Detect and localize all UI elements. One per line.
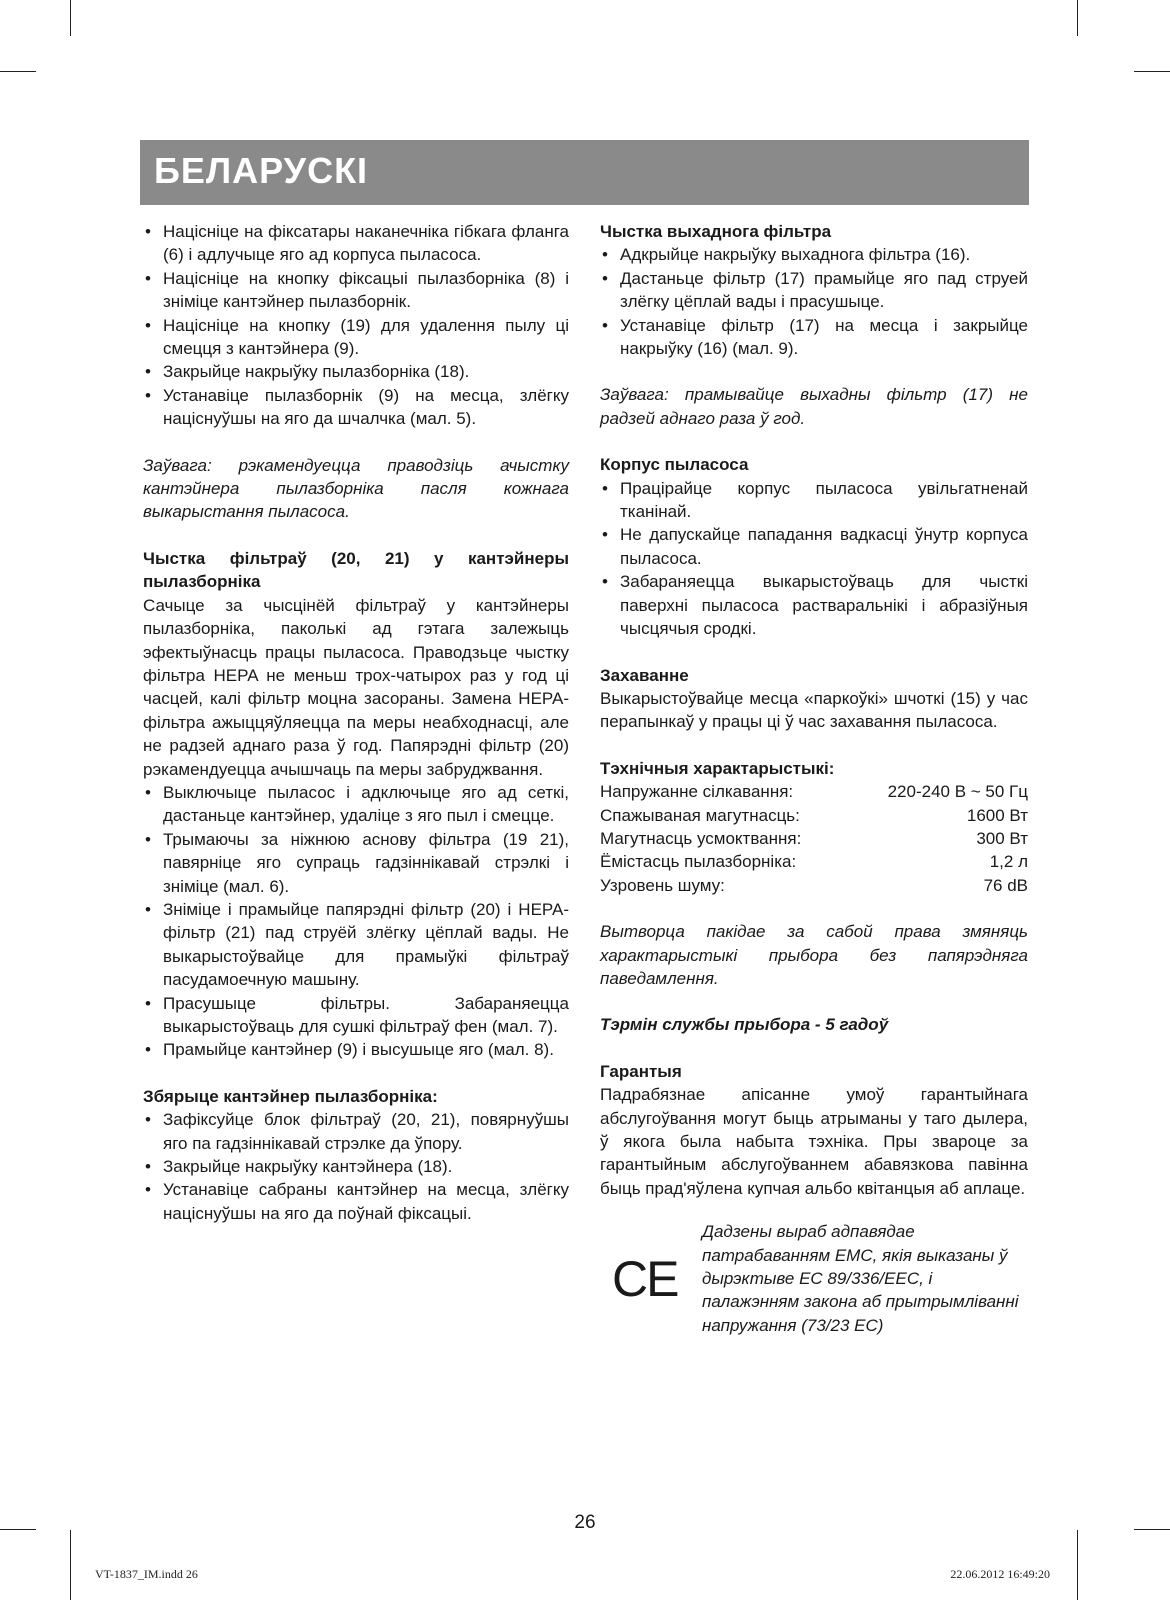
- list-item: • Устанавіце сабраны кантэйнер на месца, злёгку націснуўшы на яго да поўнай фіксацыі.: [143, 1178, 569, 1225]
- ce-mark-icon: CE: [612, 1250, 678, 1307]
- right-column: [600, 220, 1028, 1337]
- spec-label: Магутнасць усмоктвання:: [600, 828, 802, 848]
- outlet-filter-steps: [600, 243, 1028, 360]
- list-item: • Выключыце пыласос і адключыце яго ад сеткі, дастаньце кантэйнер, удаліце з яго пыл і смецце.: [143, 781, 569, 828]
- list-item: • Закрыйце накрыўку пылазборніка (18).: [143, 360, 569, 383]
- warranty-paragraph: Падрабязнае апісанне умоў гарантыйнага абслугоўвання могут быць атрыманы у таго дылера, ў якога была набыта тэхніка. Пры звароце за гарантыйным абслугоўваннем абавязкова павінна быць прад'яўлена купчая альбо квітанцыя аб аплаце.: [600, 1085, 1028, 1198]
- storage-heading: Захаванне: [600, 665, 689, 685]
- crop-mark: [1077, 0, 1078, 36]
- spec-value: 76 dB: [983, 875, 1028, 895]
- spec-value: 300 Вт: [976, 828, 1028, 848]
- spec-value: 220-240 В ~ 50 Гц: [887, 782, 1028, 802]
- list-item: • Зафіксуйце блок фільтраў (20, 21), повярнуўшы яго па гадзіннікавай стрэлке да ўпору.: [143, 1108, 569, 1155]
- spec-label: Напружанне сілкавання:: [600, 782, 794, 802]
- specs-heading: Тэхнічныя характарыстыкі:: [600, 758, 835, 778]
- list-item: • Дастаньце фільтр (17) прамыйце яго пад струей злёгку цёплай вады і прасушыце.: [600, 267, 1028, 314]
- list-item: • Націсніце на фіксатары наканечніка гібкага фланга (6) і адлучыце яго ад корпуса пыласоса.: [143, 220, 569, 267]
- page-number: 26: [574, 1512, 596, 1533]
- crop-mark: [0, 71, 36, 72]
- list-item: • Прамыйце кантэйнер (9) і высушыце яго (мал. 8).: [143, 1038, 569, 1061]
- ce-statement: Дадзены выраб адпавядае патрабаванням ЕМС, якія выказаны ў дырэктыве ЕС 89/336/ЕЕС, і палажэнням закона аб прытрымліванні напружання (73/23 ЕС): [702, 1222, 1019, 1335]
- footer-datetime: 22.06.2012 16:49:20: [950, 1567, 1050, 1581]
- crop-mark: [1134, 71, 1170, 72]
- page-title: БЕЛАРУСКІ: [154, 150, 369, 191]
- crop-mark: [70, 1530, 71, 1600]
- table-row: [600, 850, 1028, 873]
- body-care-steps: [600, 477, 1028, 641]
- crop-mark: [1077, 1530, 1078, 1600]
- filters-heading: Чыстка фільтраў (20, 21) у кантэйнеры пылазборніка: [143, 548, 569, 592]
- storage-paragraph: Выкарыстоўвайце месца «паркоўкі» шчоткі (15) у час перапынкаў у працы ці ў час захавання пыласоса.: [600, 688, 1028, 732]
- list-item: • Зніміце і прамыйце папярэдні фільтр (20) і HEPA-фільтр (21) пад струёй злёгку цёплай вады. Не выкарыстоўвайце для прамыўкі фільтраў пасудамоечную машыну.: [143, 898, 569, 992]
- left-column: [143, 220, 569, 1225]
- warranty-heading: Гарантыя: [600, 1061, 682, 1081]
- spec-label: Ёмістасць пылазборніка:: [600, 852, 797, 872]
- list-item: • Націсніце на кнопку (19) для удалення пылу ці смецця з кантэйнера (9).: [143, 314, 569, 361]
- list-item: • Працірайце корпус пыласоса увільгатненай тканінай.: [600, 477, 1028, 524]
- cleaning-note: Заўвага: рэкамендуецца праводзіць ачыстку кантэйнера пылазборніка пасля кожнага выкарыстання пыласоса.: [143, 455, 569, 522]
- rights-note: Вытворца пакідае за сабой права змяняць характарыстыкі прыбора без папярэдняга паведамлення.: [600, 922, 1028, 988]
- outlet-filter-heading: Чыстка выхаднога фільтра: [600, 222, 832, 241]
- table-row: [600, 827, 1028, 850]
- spec-label: Узровень шуму:: [600, 875, 725, 895]
- list-item: • Прасушыце фільтры. Забараняецца выкарыстоўваць для сушкі фільтраў фен (мал. 7).: [143, 992, 569, 1039]
- list-item: • Націсніце на кнопку фіксацыі пылазборніка (8) і зніміце кантэйнер пылазборнік.: [143, 267, 569, 314]
- filters-paragraph: Сачыце за чысцінёй фільтраў у кантэйнеры пылазборніка, паколькі ад гэтага залежыць эфектыўнасць працы пыласоса. Праводзьце чыстку фільтра HEPA не меньш трох-чатырох раз у год ці часцей, калі фільтр моцна засораны. Замена HEPA-фільтра ажыццяўляецца па меры неабходнасці, але не радзей аднаго раза ў год. Папярэдні фільтр (20) рэкамендуецца ачышчаць па меры забруджвання.: [143, 595, 569, 779]
- specs-table: [600, 780, 1028, 897]
- assemble-heading: Збярыце кантэйнер пылазборніка:: [143, 1086, 438, 1106]
- container-removal-steps: [143, 220, 569, 431]
- table-row: [600, 874, 1028, 897]
- body-heading: Корпус пыласоса: [600, 455, 749, 475]
- table-row: [600, 780, 1028, 803]
- spec-value: 1600 Вт: [966, 805, 1028, 825]
- filters-steps: [143, 781, 569, 1062]
- table-row: [600, 804, 1028, 827]
- list-item: • Трымаючы за ніжнюю аснову фільтра (19 21), павярніце яго супраць гадзіннікавай стрэлкі і зніміце (мал. 6).: [143, 828, 569, 898]
- ce-compliance: [600, 1220, 1028, 1337]
- language-header: [140, 140, 1029, 205]
- list-item: • Не дапускайце пападання вадкасці ўнутр корпуса пыласоса.: [600, 523, 1028, 570]
- list-item: • Устанавіце фільтр (17) на месца і закрыйце накрыўку (16) (мал. 9).: [600, 314, 1028, 361]
- spec-value: 1,2 л: [989, 852, 1028, 872]
- list-item: • Забараняецца выкарыстоўваць для чысткі паверхні пыласоса растваральнікі і абразіўныя чысцячыя сродкі.: [600, 570, 1028, 640]
- spec-label: Спажываная магутнасць:: [600, 805, 800, 825]
- crop-mark: [70, 0, 71, 36]
- outlet-filter-note: Заўвага: прамывайце выхадны фільтр (17) не радзей аднаго раза ў год.: [600, 385, 1028, 428]
- assemble-steps: [143, 1108, 569, 1225]
- list-item: • Адкрыйце накрыўку выхаднога фільтра (16).: [600, 243, 1028, 266]
- service-life: Тэрмін службы прыбора - 5 гадоў: [600, 1015, 889, 1035]
- footer-file: VT-1837_IM.indd 26: [95, 1567, 198, 1581]
- list-item: • Устанавіце пылазборнік (9) на месца, злёгку націснуўшы на яго да шчалчка (мал. 5).: [143, 384, 569, 431]
- list-item: • Закрыйце накрыўку кантэйнера (18).: [143, 1155, 569, 1178]
